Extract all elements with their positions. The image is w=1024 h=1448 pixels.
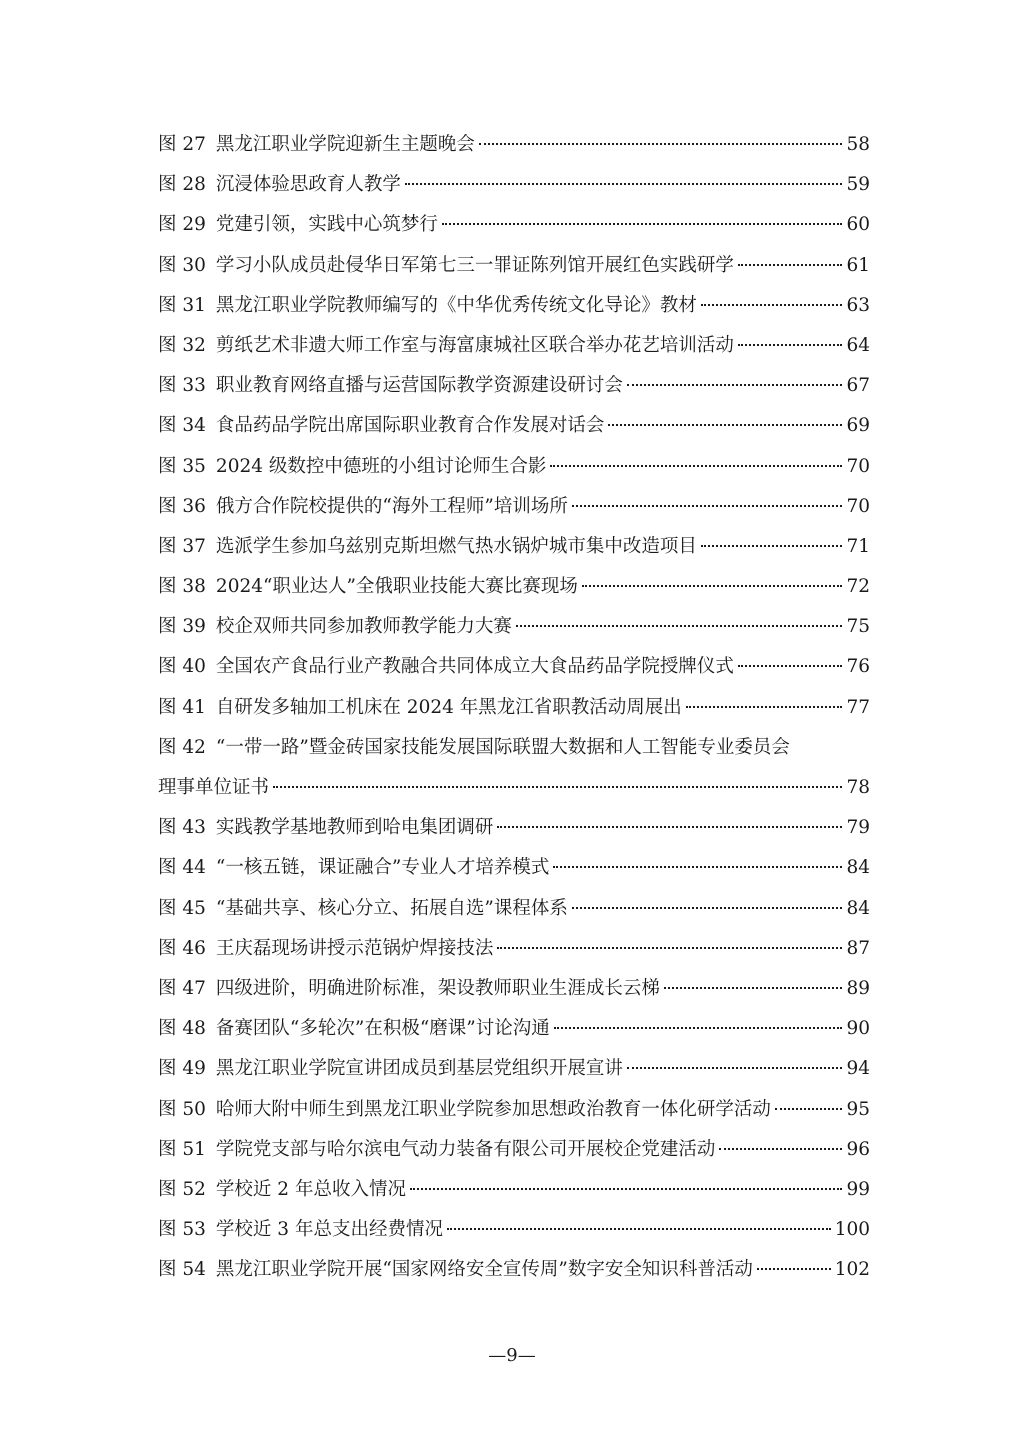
figure-title: 黑龙江职业学院迎新生主题晚会 [215, 134, 475, 155]
toc-entry [158, 889, 870, 929]
page-reference: 95 [846, 1098, 870, 1120]
figure-title: 2024 级数控中德班的小组讨论师生合影 [215, 455, 547, 477]
dot-leader [738, 264, 843, 266]
page-reference: 58 [846, 134, 870, 155]
page-reference: 84 [846, 857, 870, 879]
toc-entry [158, 567, 870, 607]
figure-number: 图 51 [158, 1138, 206, 1160]
page-reference: 89 [846, 977, 870, 999]
page-reference: 84 [846, 897, 870, 919]
dot-leader [442, 223, 843, 225]
dot-leader [554, 1027, 843, 1029]
figure-title: 选派学生参加乌兹别克斯坦燃气热水锅炉城市集中改造项目 [215, 535, 697, 557]
page-reference: 96 [846, 1138, 870, 1160]
figure-number: 图 34 [158, 415, 206, 437]
dot-leader [627, 384, 843, 386]
figure-title: “一核五链，课证融合”专业人才培养模式 [215, 857, 550, 879]
figure-title: 全国农产食品行业产教融合共同体成立大食品药品学院授牌仪式 [215, 656, 734, 678]
dot-leader [608, 424, 842, 426]
dot-leader [479, 143, 843, 145]
toc-entry [158, 728, 870, 768]
page-reference: 78 [846, 777, 870, 798]
toc-entry [158, 969, 870, 1009]
figure-title: 食品药品学院出席国际职业教育合作发展对话会 [215, 415, 605, 437]
figure-title: 2024“职业达人”全俄职业技能大赛比赛现场 [215, 576, 578, 598]
page-reference: 59 [846, 174, 870, 196]
dot-leader [410, 1188, 842, 1190]
dot-leader [719, 1148, 842, 1150]
figure-number: 图 39 [158, 616, 206, 638]
figure-number: 图 38 [158, 576, 206, 598]
dot-leader [550, 465, 842, 467]
page-reference: 94 [846, 1058, 870, 1080]
figure-list [158, 125, 870, 1290]
dot-leader [497, 947, 842, 949]
page-reference: 99 [846, 1178, 870, 1200]
figure-number: 图 48 [158, 1018, 206, 1040]
figure-title: 黑龙江职业学院开展“国家网络安全宣传周”数字安全知识科普活动 [215, 1259, 753, 1281]
dot-leader [572, 505, 843, 507]
page-reference: 72 [846, 576, 870, 598]
toc-entry [158, 1090, 870, 1130]
figure-title: 四级进阶，明确进阶标准，架设教师职业生涯成长云梯 [215, 977, 660, 999]
figure-number: 图 52 [158, 1178, 206, 1200]
dot-leader [405, 183, 843, 185]
figure-number: 图 36 [158, 495, 206, 517]
toc-entry [158, 848, 870, 888]
page-reference: 60 [846, 214, 870, 236]
page-reference: 70 [846, 495, 870, 517]
toc-entry [158, 1170, 870, 1210]
page-reference: 87 [846, 937, 870, 959]
figure-title: “基础共享、核心分立、拓展自选”课程体系 [215, 897, 568, 919]
dot-leader [664, 987, 843, 989]
page-number: —9— [488, 1345, 536, 1366]
figure-title: 俄方合作院校提供的“海外工程师”培训场所 [215, 495, 568, 517]
dot-leader [757, 1268, 831, 1270]
page-reference: 64 [846, 334, 870, 356]
figure-title: 学习小队成员赴侵华日军第七三一罪证陈列馆开展红色实践研学 [215, 254, 734, 276]
toc-entry [158, 205, 870, 245]
page-reference: 70 [846, 455, 870, 477]
figure-number: 图 28 [158, 174, 206, 196]
toc-entry [158, 165, 870, 205]
figure-number: 图 49 [158, 1058, 206, 1080]
toc-entry [158, 286, 870, 326]
figure-number: 图 54 [158, 1259, 206, 1281]
page-reference: 76 [846, 656, 870, 678]
toc-entry [158, 366, 870, 406]
toc-entry [158, 125, 870, 165]
figure-number: 图 53 [158, 1219, 206, 1241]
dot-leader [627, 1067, 843, 1069]
toc-entry [158, 1210, 870, 1250]
dot-leader [516, 625, 843, 627]
figure-number: 图 32 [158, 334, 206, 356]
figure-number: 图 45 [158, 897, 206, 919]
dot-leader [497, 826, 842, 828]
figure-number: 图 47 [158, 977, 206, 999]
figure-number: 图 42 [158, 736, 206, 758]
toc-entry [158, 326, 870, 366]
page-reference: 61 [846, 254, 870, 276]
figure-title: “一带一路”暨金砖国家技能发展国际联盟大数据和人工智能专业委员会 [215, 736, 790, 758]
figure-number: 图 43 [158, 817, 206, 839]
figure-title: 备赛团队“多轮次”在积极“磨课”讨论沟通 [215, 1018, 550, 1040]
figure-title: 学院党支部与哈尔滨电气动力装备有限公司开展校企党建活动 [215, 1138, 716, 1160]
toc-entry [158, 406, 870, 446]
figure-number: 图 30 [158, 254, 206, 276]
toc-entry [158, 487, 870, 527]
figure-number: 图 29 [158, 214, 206, 236]
page-reference: 69 [846, 415, 870, 437]
dot-leader [273, 786, 842, 788]
toc-entry [158, 1250, 870, 1290]
figure-number: 图 44 [158, 857, 206, 879]
figure-title: 自研发多轴加工机床在 2024 年黑龙江省职教活动周展出 [215, 696, 682, 718]
figure-number: 图 50 [158, 1098, 206, 1120]
figure-number: 图 37 [158, 535, 206, 557]
toc-entry-continuation [158, 768, 870, 808]
figure-title: 沉浸体验思政育人教学 [215, 174, 401, 196]
page-reference: 77 [846, 696, 870, 718]
toc-entry [158, 688, 870, 728]
figure-title: 哈师大附中师生到黑龙江职业学院参加思想政治教育一体化研学活动 [215, 1098, 771, 1120]
toc-entry [158, 929, 870, 969]
figure-title: 实践教学基地教师到哈电集团调研 [215, 817, 494, 839]
figure-number: 图 40 [158, 656, 206, 678]
figure-number: 图 27 [158, 134, 206, 155]
toc-entry [158, 1130, 870, 1170]
page-reference: 75 [846, 616, 870, 638]
page-reference: 90 [846, 1018, 870, 1040]
dot-leader [701, 545, 843, 547]
figure-title-continued: 理事单位证书 [158, 777, 270, 798]
figure-number: 图 46 [158, 937, 206, 959]
figure-title: 学校近 2 年总收入情况 [215, 1178, 406, 1200]
dot-leader [738, 344, 843, 346]
toc-entry [158, 607, 870, 647]
figure-title: 党建引领，实践中心筑梦行 [215, 214, 438, 236]
page-reference: 102 [834, 1259, 870, 1281]
figure-title: 黑龙江职业学院宣讲团成员到基层党组织开展宣讲 [215, 1058, 623, 1080]
page-reference: 100 [834, 1219, 870, 1241]
figure-title: 职业教育网络直播与运营国际教学资源建设研讨会 [215, 375, 623, 397]
dot-leader [582, 585, 843, 587]
figure-title: 学校近 3 年总支出经费情况 [215, 1219, 443, 1241]
dot-leader [572, 907, 843, 909]
figure-title: 剪纸艺术非遗大师工作室与海富康城社区联合举办花艺培训活动 [215, 334, 734, 356]
toc-entry [158, 1009, 870, 1049]
page-reference: 67 [846, 375, 870, 397]
dot-leader [738, 665, 843, 667]
page-reference: 79 [846, 817, 870, 839]
toc-entry [158, 246, 870, 286]
dot-leader [701, 304, 843, 306]
figure-title: 校企双师共同参加教师教学能力大赛 [215, 616, 512, 638]
toc-entry [158, 647, 870, 687]
toc-entry [158, 1049, 870, 1089]
page-reference: 71 [846, 535, 870, 557]
toc-entry [158, 447, 870, 487]
figure-title: 黑龙江职业学院教师编写的《中华优秀传统文化导论》教材 [215, 294, 697, 316]
dot-leader [447, 1228, 831, 1230]
dot-leader [686, 706, 843, 708]
toc-entry [158, 808, 870, 848]
figure-title: 王庆磊现场讲授示范锅炉焊接技法 [215, 937, 494, 959]
dot-leader [775, 1108, 843, 1110]
figure-number: 图 31 [158, 294, 206, 316]
figure-number: 图 33 [158, 375, 206, 397]
page-reference: 63 [846, 294, 870, 316]
toc-entry [158, 527, 870, 567]
figure-number: 图 41 [158, 696, 206, 718]
dot-leader [553, 866, 842, 868]
figure-number: 图 35 [158, 455, 206, 477]
